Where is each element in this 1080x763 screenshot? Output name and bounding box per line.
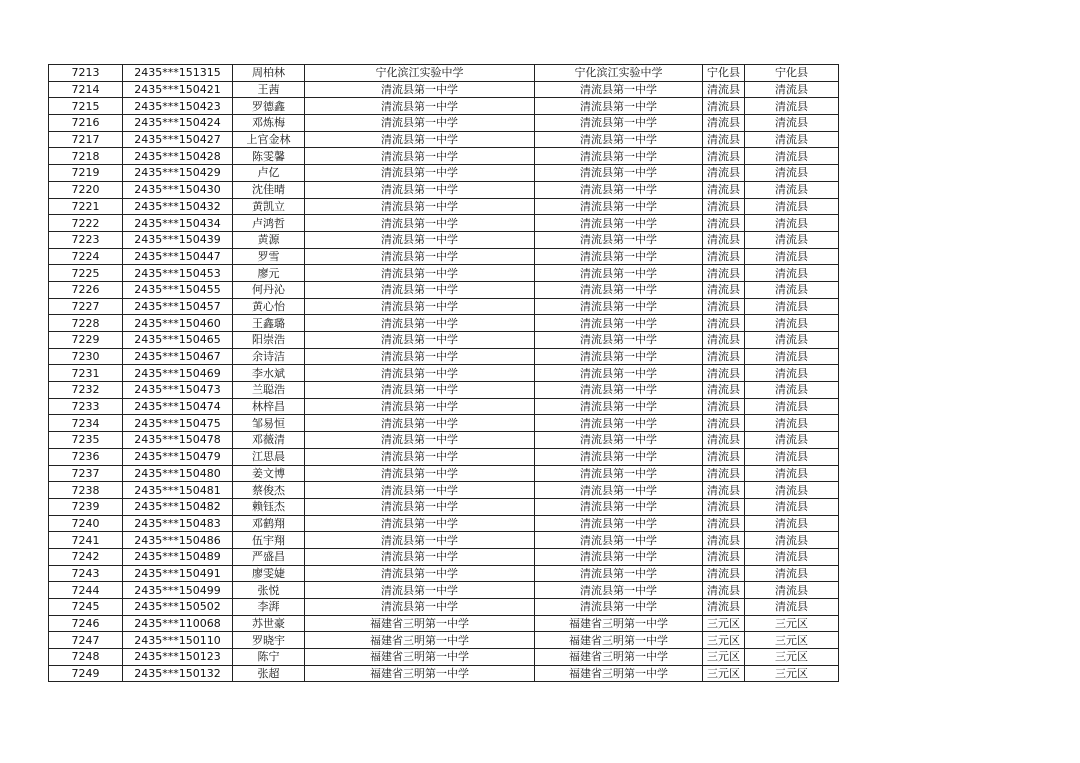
exam-id-cell: 2435***150474 [123,398,233,415]
school-cell-2: 宁化滨江实验中学 [535,65,703,82]
district-cell-2: 清流县 [745,81,839,98]
table-row [49,365,839,382]
school-cell-2: 清流县第一中学 [535,198,703,215]
exam-id-cell: 2435***150473 [123,382,233,399]
name-cell: 李湃 [233,599,305,616]
school-cell: 福建省三明第一中学 [305,615,535,632]
district-cell-2: 清流县 [745,148,839,165]
district-cell-2: 清流县 [745,382,839,399]
school-cell: 清流县第一中学 [305,148,535,165]
district-cell-2: 清流县 [745,165,839,182]
table-row [49,332,839,349]
table-row [49,348,839,365]
district-cell: 清流县 [703,365,745,382]
school-cell: 清流县第一中学 [305,248,535,265]
name-cell: 余诗洁 [233,348,305,365]
name-cell: 周柏林 [233,65,305,82]
school-cell-2: 清流县第一中学 [535,248,703,265]
school-cell-2: 福建省三明第一中学 [535,649,703,666]
school-cell-2: 清流县第一中学 [535,98,703,115]
school-cell: 清流县第一中学 [305,231,535,248]
serial-cell: 7229 [49,332,123,349]
table-row [49,565,839,582]
district-cell: 清流县 [703,498,745,515]
school-cell: 清流县第一中学 [305,482,535,499]
district-cell: 清流县 [703,582,745,599]
exam-id-cell: 2435***150478 [123,432,233,449]
school-cell: 清流县第一中学 [305,265,535,282]
name-cell: 苏世豪 [233,615,305,632]
serial-cell: 7223 [49,231,123,248]
serial-cell: 7239 [49,498,123,515]
school-cell-2: 清流县第一中学 [535,231,703,248]
serial-cell: 7225 [49,265,123,282]
district-cell: 三元区 [703,615,745,632]
serial-cell: 7216 [49,115,123,132]
exam-id-cell: 2435***150432 [123,198,233,215]
district-cell: 清流县 [703,198,745,215]
district-cell: 清流县 [703,231,745,248]
district-cell: 清流县 [703,532,745,549]
table-body [49,65,839,682]
district-cell-2: 清流县 [745,248,839,265]
name-cell: 罗德鑫 [233,98,305,115]
exam-id-cell: 2435***150475 [123,415,233,432]
district-cell-2: 清流县 [745,315,839,332]
school-cell-2: 清流县第一中学 [535,181,703,198]
school-cell: 清流县第一中学 [305,448,535,465]
district-cell-2: 清流县 [745,298,839,315]
exam-id-cell: 2435***150467 [123,348,233,365]
name-cell: 张超 [233,665,305,682]
table-row [49,482,839,499]
school-cell: 清流县第一中学 [305,315,535,332]
school-cell: 清流县第一中学 [305,131,535,148]
table-row [49,265,839,282]
exam-id-cell: 2435***150460 [123,315,233,332]
exam-id-cell: 2435***150481 [123,482,233,499]
district-cell: 清流县 [703,382,745,399]
table-row [49,81,839,98]
school-cell: 清流县第一中学 [305,165,535,182]
name-cell: 廖雯婕 [233,565,305,582]
school-cell-2: 清流县第一中学 [535,548,703,565]
table-row [49,415,839,432]
table-row [49,465,839,482]
school-cell: 清流县第一中学 [305,198,535,215]
school-cell-2: 清流县第一中学 [535,532,703,549]
name-cell: 黄源 [233,231,305,248]
exam-id-cell: 2435***110068 [123,615,233,632]
school-cell: 清流县第一中学 [305,281,535,298]
name-cell: 罗晓宇 [233,632,305,649]
exam-id-cell: 2435***150453 [123,265,233,282]
school-cell-2: 清流县第一中学 [535,315,703,332]
serial-cell: 7230 [49,348,123,365]
table-row [49,315,839,332]
table-row [49,515,839,532]
district-cell: 清流县 [703,398,745,415]
exam-id-cell: 2435***150491 [123,565,233,582]
exam-id-cell: 2435***150434 [123,215,233,232]
table-row [49,65,839,82]
school-cell-2: 清流县第一中学 [535,148,703,165]
school-cell-2: 清流县第一中学 [535,465,703,482]
name-cell: 李水斌 [233,365,305,382]
school-cell-2: 清流县第一中学 [535,265,703,282]
school-cell: 宁化滨江实验中学 [305,65,535,82]
name-cell: 伍宇翔 [233,532,305,549]
table-row [49,548,839,565]
name-cell: 张悦 [233,582,305,599]
district-cell-2: 清流县 [745,532,839,549]
district-cell-2: 清流县 [745,281,839,298]
district-cell: 清流县 [703,415,745,432]
school-cell: 清流县第一中学 [305,432,535,449]
exam-id-cell: 2435***150427 [123,131,233,148]
school-cell-2: 清流县第一中学 [535,165,703,182]
exam-id-cell: 2435***150480 [123,465,233,482]
name-cell: 江思晨 [233,448,305,465]
exam-id-cell: 2435***150457 [123,298,233,315]
exam-id-cell: 2435***150455 [123,281,233,298]
serial-cell: 7245 [49,599,123,616]
name-cell: 陈雯馨 [233,148,305,165]
district-cell-2: 清流县 [745,198,839,215]
district-cell: 三元区 [703,665,745,682]
school-cell: 清流县第一中学 [305,215,535,232]
serial-cell: 7228 [49,315,123,332]
table-row [49,382,839,399]
school-cell-2: 清流县第一中学 [535,281,703,298]
serial-cell: 7220 [49,181,123,198]
name-cell: 上官金林 [233,131,305,148]
serial-cell: 7236 [49,448,123,465]
table-row [49,215,839,232]
table-row [49,448,839,465]
district-cell: 清流县 [703,81,745,98]
name-cell: 邓鹤翔 [233,515,305,532]
table-row [49,231,839,248]
serial-cell: 7238 [49,482,123,499]
district-cell: 清流县 [703,148,745,165]
table-row [49,148,839,165]
school-cell: 清流县第一中学 [305,582,535,599]
name-cell: 卢亿 [233,165,305,182]
school-cell-2: 清流县第一中学 [535,515,703,532]
district-cell: 清流县 [703,482,745,499]
serial-cell: 7242 [49,548,123,565]
school-cell-2: 清流县第一中学 [535,398,703,415]
exam-id-cell: 2435***150502 [123,599,233,616]
district-cell-2: 清流县 [745,231,839,248]
exam-id-cell: 2435***150428 [123,148,233,165]
school-cell: 福建省三明第一中学 [305,632,535,649]
serial-cell: 7227 [49,298,123,315]
exam-id-cell: 2435***150469 [123,365,233,382]
district-cell-2: 清流县 [745,115,839,132]
serial-cell: 7241 [49,532,123,549]
school-cell: 清流县第一中学 [305,415,535,432]
school-cell-2: 清流县第一中学 [535,81,703,98]
name-cell: 王茜 [233,81,305,98]
school-cell: 清流县第一中学 [305,115,535,132]
table-row [49,632,839,649]
name-cell: 严盛昌 [233,548,305,565]
district-cell: 清流县 [703,315,745,332]
school-cell-2: 清流县第一中学 [535,298,703,315]
school-cell-2: 福建省三明第一中学 [535,665,703,682]
school-cell: 清流县第一中学 [305,548,535,565]
district-cell: 三元区 [703,632,745,649]
district-cell: 宁化县 [703,65,745,82]
serial-cell: 7232 [49,382,123,399]
serial-cell: 7231 [49,365,123,382]
school-cell: 清流县第一中学 [305,298,535,315]
school-cell: 清流县第一中学 [305,98,535,115]
serial-cell: 7219 [49,165,123,182]
school-cell: 清流县第一中学 [305,365,535,382]
name-cell: 姜文博 [233,465,305,482]
school-cell-2: 清流县第一中学 [535,332,703,349]
serial-cell: 7215 [49,98,123,115]
district-cell: 清流县 [703,181,745,198]
name-cell: 陈宁 [233,649,305,666]
roster-sheet [48,64,839,682]
table-row [49,298,839,315]
district-cell: 清流县 [703,599,745,616]
serial-cell: 7240 [49,515,123,532]
district-cell: 清流县 [703,548,745,565]
table-row [49,98,839,115]
table-row [49,599,839,616]
serial-cell: 7213 [49,65,123,82]
serial-cell: 7237 [49,465,123,482]
exam-id-cell: 2435***150447 [123,248,233,265]
school-cell: 清流县第一中学 [305,465,535,482]
name-cell: 王鑫璐 [233,315,305,332]
school-cell-2: 清流县第一中学 [535,115,703,132]
school-cell-2: 清流县第一中学 [535,565,703,582]
exam-id-cell: 2435***150421 [123,81,233,98]
exam-id-cell: 2435***150429 [123,165,233,182]
table-row [49,498,839,515]
exam-id-cell: 2435***150465 [123,332,233,349]
serial-cell: 7244 [49,582,123,599]
school-cell-2: 清流县第一中学 [535,448,703,465]
exam-id-cell: 2435***150489 [123,548,233,565]
district-cell: 清流县 [703,432,745,449]
exam-id-cell: 2435***150499 [123,582,233,599]
name-cell: 蔡俊杰 [233,482,305,499]
district-cell-2: 清流县 [745,498,839,515]
serial-cell: 7247 [49,632,123,649]
district-cell-2: 清流县 [745,432,839,449]
table-row [49,281,839,298]
exam-id-cell: 2435***150110 [123,632,233,649]
table-row [49,649,839,666]
table-row [49,248,839,265]
serial-cell: 7217 [49,131,123,148]
district-cell-2: 清流县 [745,398,839,415]
district-cell-2: 清流县 [745,181,839,198]
exam-id-cell: 2435***150423 [123,98,233,115]
school-cell-2: 清流县第一中学 [535,348,703,365]
table-row [49,665,839,682]
district-cell-2: 清流县 [745,565,839,582]
district-cell-2: 清流县 [745,515,839,532]
exam-id-cell: 2435***150482 [123,498,233,515]
district-cell: 清流县 [703,98,745,115]
table-row [49,131,839,148]
district-cell-2: 清流县 [745,131,839,148]
school-cell: 福建省三明第一中学 [305,649,535,666]
serial-cell: 7246 [49,615,123,632]
district-cell-2: 清流县 [745,332,839,349]
school-cell-2: 清流县第一中学 [535,582,703,599]
serial-cell: 7221 [49,198,123,215]
name-cell: 阳崇浩 [233,332,305,349]
serial-cell: 7235 [49,432,123,449]
school-cell-2: 清流县第一中学 [535,432,703,449]
school-cell: 清流县第一中学 [305,498,535,515]
district-cell-2: 三元区 [745,615,839,632]
district-cell-2: 清流县 [745,582,839,599]
district-cell-2: 清流县 [745,215,839,232]
name-cell: 赖钰杰 [233,498,305,515]
district-cell-2: 清流县 [745,465,839,482]
school-cell-2: 清流县第一中学 [535,365,703,382]
exam-id-cell: 2435***150424 [123,115,233,132]
school-cell: 福建省三明第一中学 [305,665,535,682]
district-cell-2: 清流县 [745,98,839,115]
district-cell: 清流县 [703,165,745,182]
district-cell: 清流县 [703,332,745,349]
name-cell: 黄心怡 [233,298,305,315]
name-cell: 卢鸿哲 [233,215,305,232]
name-cell: 邓薇清 [233,432,305,449]
name-cell: 兰聪浩 [233,382,305,399]
serial-cell: 7243 [49,565,123,582]
school-cell: 清流县第一中学 [305,332,535,349]
school-cell: 清流县第一中学 [305,565,535,582]
school-cell: 清流县第一中学 [305,382,535,399]
serial-cell: 7248 [49,649,123,666]
table-row [49,615,839,632]
district-cell-2: 三元区 [745,632,839,649]
exam-id-cell: 2435***151315 [123,65,233,82]
name-cell: 邓炼梅 [233,115,305,132]
table-row [49,198,839,215]
name-cell: 沈佳晴 [233,181,305,198]
district-cell: 清流县 [703,298,745,315]
school-cell-2: 福建省三明第一中学 [535,632,703,649]
school-cell: 清流县第一中学 [305,81,535,98]
exam-id-cell: 2435***150486 [123,532,233,549]
district-cell-2: 清流县 [745,365,839,382]
school-cell: 清流县第一中学 [305,599,535,616]
school-cell-2: 清流县第一中学 [535,415,703,432]
district-cell-2: 清流县 [745,265,839,282]
school-cell-2: 清流县第一中学 [535,131,703,148]
school-cell: 清流县第一中学 [305,181,535,198]
school-cell-2: 清流县第一中学 [535,215,703,232]
school-cell-2: 清流县第一中学 [535,498,703,515]
district-cell: 清流县 [703,515,745,532]
serial-cell: 7218 [49,148,123,165]
district-cell-2: 宁化县 [745,65,839,82]
name-cell: 黄凯立 [233,198,305,215]
name-cell: 罗雪 [233,248,305,265]
exam-id-cell: 2435***150479 [123,448,233,465]
district-cell: 清流县 [703,115,745,132]
table-row [49,582,839,599]
school-cell-2: 清流县第一中学 [535,599,703,616]
table-row [49,432,839,449]
table-row [49,115,839,132]
table-row [49,181,839,198]
district-cell: 清流县 [703,465,745,482]
district-cell: 清流县 [703,131,745,148]
school-cell: 清流县第一中学 [305,515,535,532]
district-cell: 清流县 [703,348,745,365]
district-cell-2: 清流县 [745,548,839,565]
table-row [49,532,839,549]
serial-cell: 7233 [49,398,123,415]
exam-id-cell: 2435***150132 [123,665,233,682]
serial-cell: 7234 [49,415,123,432]
district-cell: 清流县 [703,448,745,465]
serial-cell: 7226 [49,281,123,298]
serial-cell: 7224 [49,248,123,265]
school-cell-2: 清流县第一中学 [535,382,703,399]
district-cell: 清流县 [703,281,745,298]
name-cell: 邹易恒 [233,415,305,432]
district-cell: 清流县 [703,565,745,582]
district-cell-2: 清流县 [745,348,839,365]
district-cell: 清流县 [703,265,745,282]
district-cell-2: 清流县 [745,448,839,465]
district-cell-2: 三元区 [745,665,839,682]
school-cell-2: 福建省三明第一中学 [535,615,703,632]
serial-cell: 7249 [49,665,123,682]
district-cell-2: 清流县 [745,482,839,499]
exam-id-cell: 2435***150430 [123,181,233,198]
district-cell-2: 清流县 [745,415,839,432]
district-cell: 三元区 [703,649,745,666]
school-cell: 清流县第一中学 [305,532,535,549]
name-cell: 廖元 [233,265,305,282]
exam-id-cell: 2435***150123 [123,649,233,666]
school-cell-2: 清流县第一中学 [535,482,703,499]
table-row [49,398,839,415]
district-cell-2: 清流县 [745,599,839,616]
district-cell-2: 三元区 [745,649,839,666]
exam-id-cell: 2435***150483 [123,515,233,532]
school-cell: 清流县第一中学 [305,398,535,415]
name-cell: 何丹沁 [233,281,305,298]
district-cell: 清流县 [703,215,745,232]
table-row [49,165,839,182]
exam-id-cell: 2435***150439 [123,231,233,248]
student-table [48,64,839,682]
school-cell: 清流县第一中学 [305,348,535,365]
serial-cell: 7214 [49,81,123,98]
name-cell: 林梓昌 [233,398,305,415]
district-cell: 清流县 [703,248,745,265]
serial-cell: 7222 [49,215,123,232]
